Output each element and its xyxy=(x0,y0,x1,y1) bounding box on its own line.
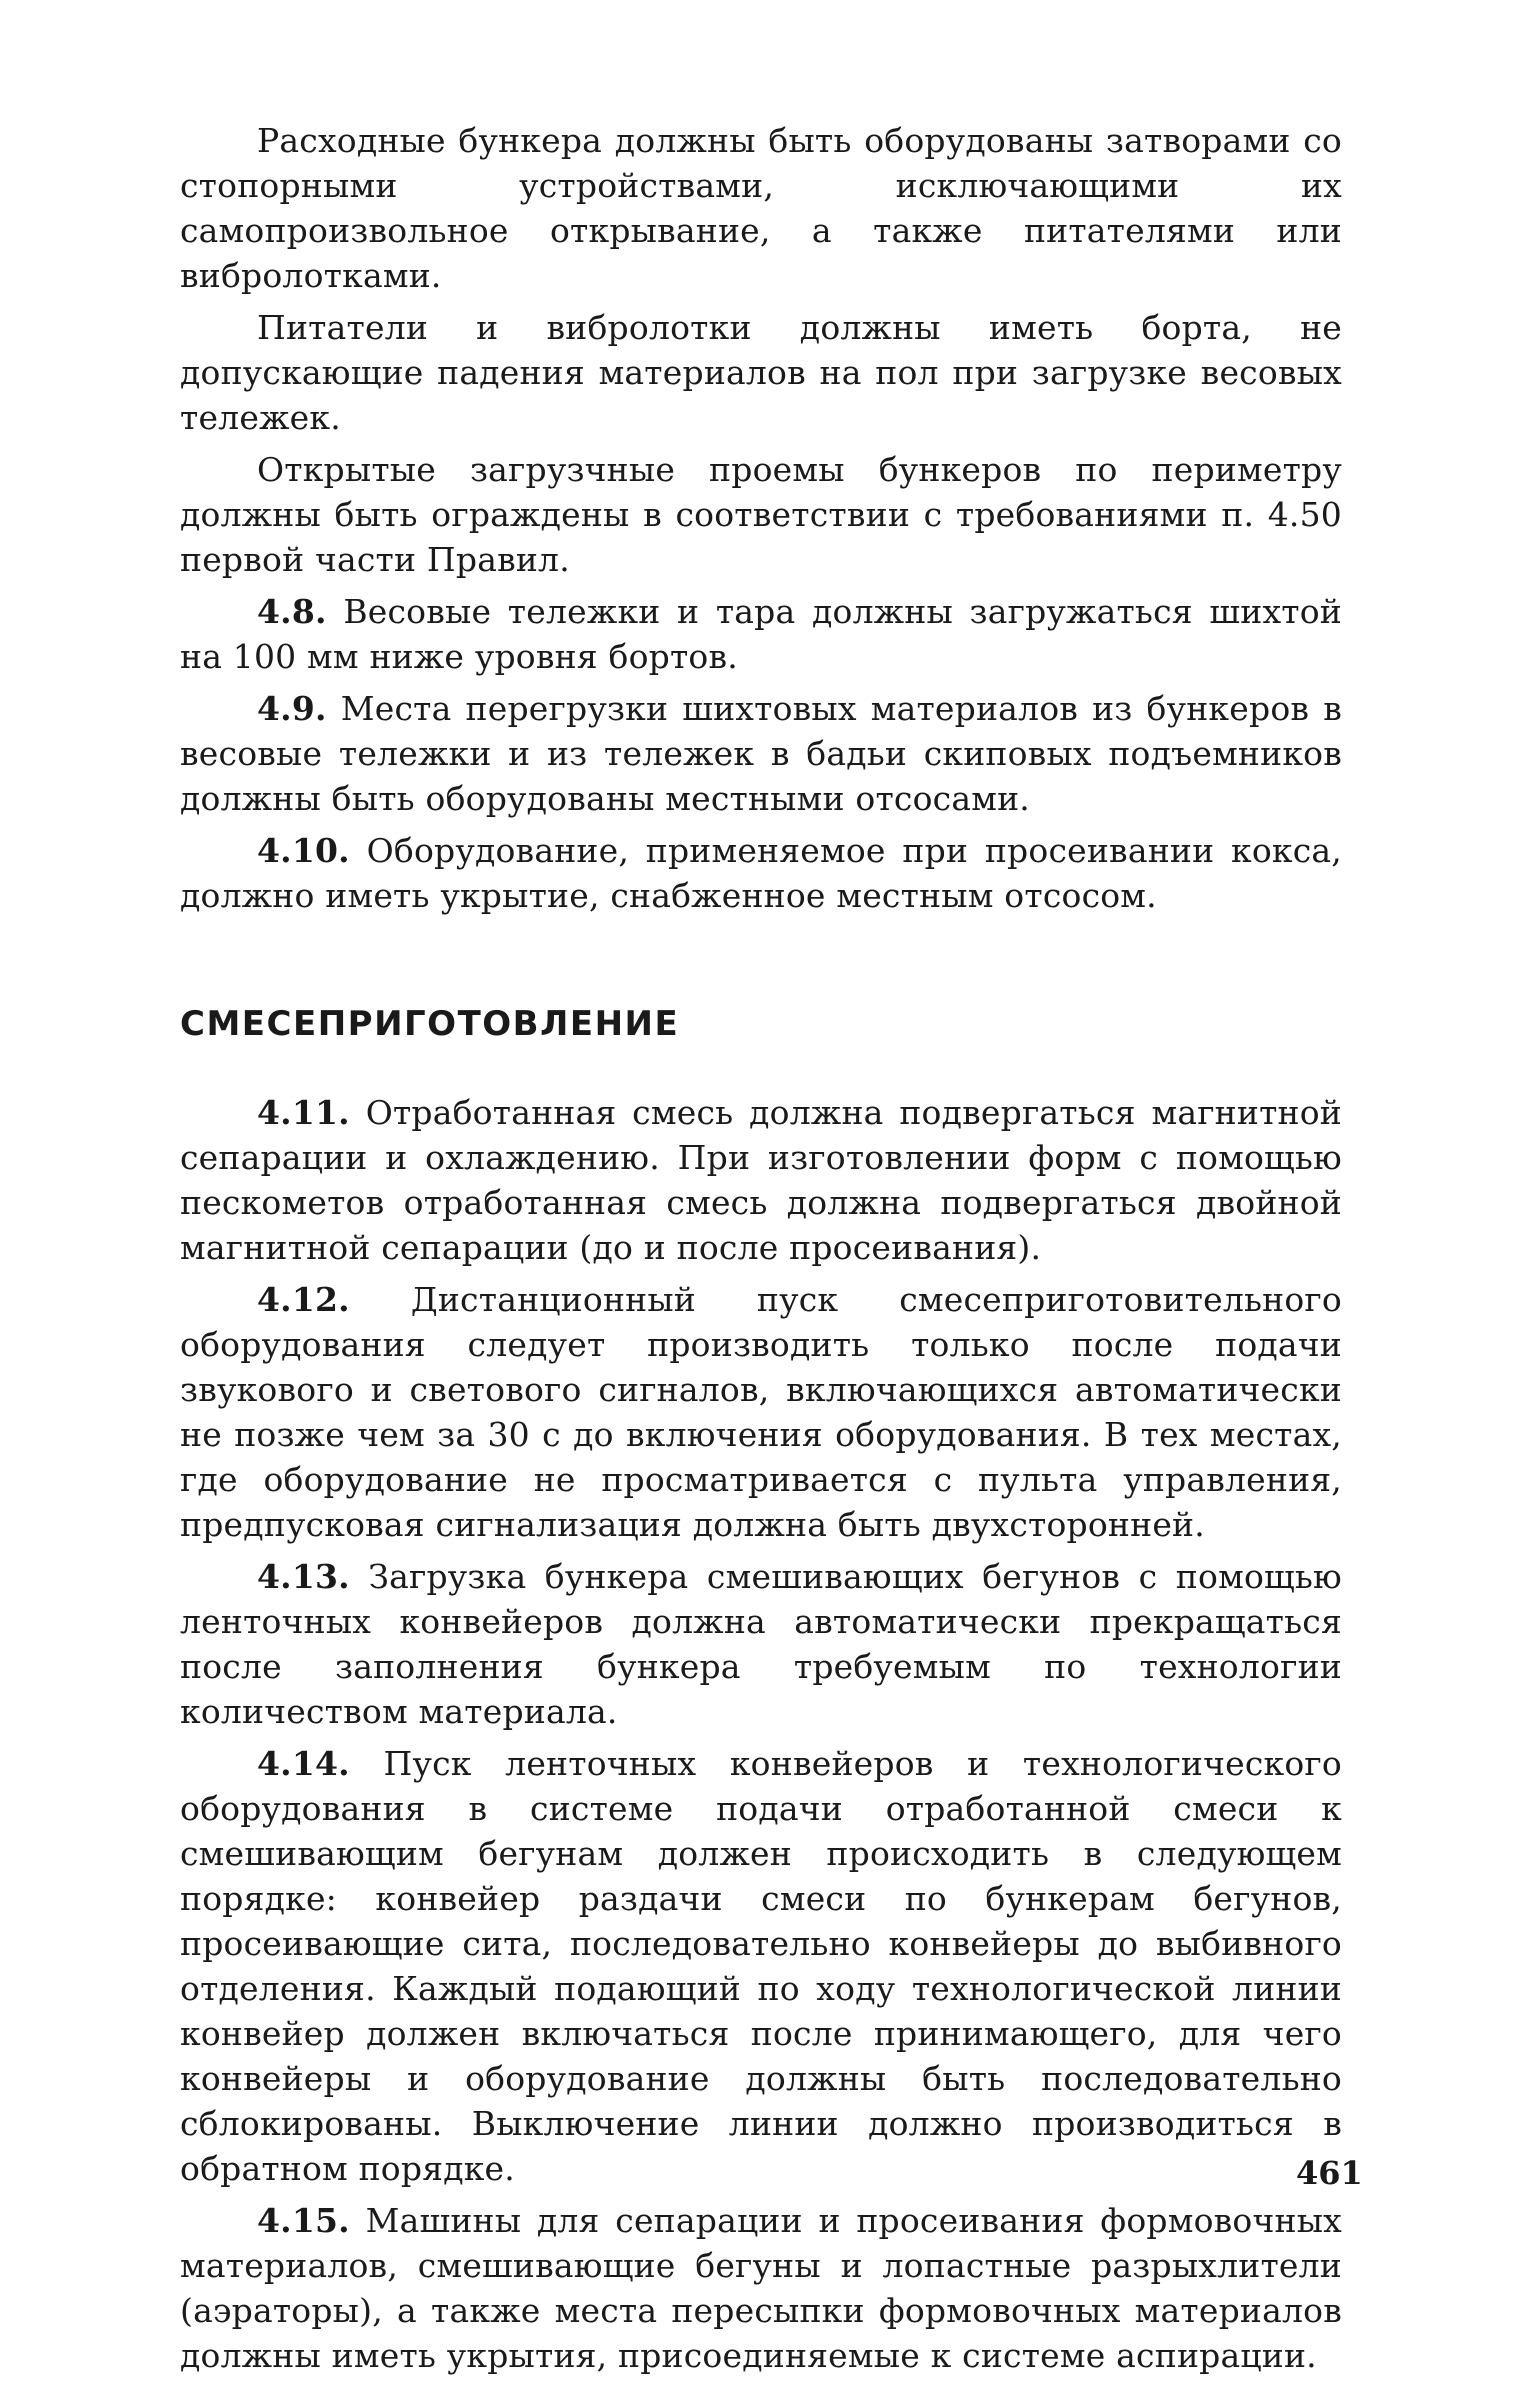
clause-number: 4.14. xyxy=(257,1744,350,1783)
clause-number: 4.11. xyxy=(257,1093,350,1132)
clause-text: Дистанционный пуск смесеприготовительного оборудования следует производить только после подачи звукового и светового сигналов, включающихся автоматически не позже чем за 30 с до включения оборудования. В тех местах, где оборудование не просматривается с пульта управления, предпусковая сигнализация должна быть двухсторонней. xyxy=(180,1280,1342,1544)
clause-4-12 xyxy=(180,1277,1342,1547)
clause-number: 4.12. xyxy=(257,1280,350,1319)
clause-4-10 xyxy=(180,828,1342,918)
clause-4-11 xyxy=(180,1090,1342,1270)
paragraph-intro-2: Питатели и вибролотки должны иметь борта, не допускающие падения материалов на пол при загрузке весовых тележек. xyxy=(180,308,1342,437)
clause-text: Места перегрузки шихтовых материалов из бункеров в весовые тележки и из тележек в бадьи скиповых подъемников должны быть оборудованы местными отсосами. xyxy=(180,689,1342,818)
page-number: 461 xyxy=(1296,2154,1363,2192)
clause-text: Оборудование, применяемое при просеивании кокса, должно иметь укрытие, снабженное местным отсосом. xyxy=(180,831,1342,915)
clause-4-8 xyxy=(180,589,1342,679)
section-heading: СМЕСЕПРИГОТОВЛЕНИЕ xyxy=(180,1004,680,1044)
clause-text: Отработанная смесь должна подвергаться магнитной сепарации и охлаждению. При изготовлении форм с помощью пескометов отработанная смесь должна подвергаться двойной магнитной сепарации (до и после просеивания). xyxy=(180,1093,1342,1267)
clause-text: Машины для сепарации и просеивания формовочных материалов, смешивающие бегуны и лопастные разрыхлители (аэраторы), а также места пересыпки формовочных материалов должны иметь укрытия, присоединяемые к системе аспирации. xyxy=(180,2201,1342,2375)
clause-number: 4.15. xyxy=(257,2201,350,2240)
clause-number: 4.10. xyxy=(257,831,350,870)
clause-number: 4.9. xyxy=(257,689,327,728)
clause-number: 4.8. xyxy=(257,592,327,631)
clause-number: 4.13. xyxy=(257,1557,350,1596)
clause-text: Загрузка бункера смешивающих бегунов с помощью ленточных конвейеров должна автоматически прекращаться после заполнения бункера требуемым по технологии количеством материала. xyxy=(180,1557,1342,1731)
clause-text: Пуск ленточных конвейеров и технологического оборудования в системе подачи отработанной смеси к смешивающим бегунам должен происходить в следующем порядке: конвейер раздачи смеси по бункерам бегунов, просеивающие сита, последовательно конвейеры до выбивного отделения. Каждый подающий по ходу технологической линии конвейер должен включаться после принимающего, для чего конвейеры и оборудование должны быть последовательно сблокированы. Выключение линии должно производиться в обратном порядке. xyxy=(180,1744,1342,2188)
document-page xyxy=(180,118,1342,2385)
clause-4-9 xyxy=(180,686,1342,821)
paragraph-intro-3: Открытые загрузчные проемы бункеров по периметру должны быть ограждены в соответствии с требованиями п. 4.50 первой части Правил. xyxy=(180,450,1342,579)
paragraph-intro-1: Расходные бункера должны быть оборудованы затворами со стопорными устройствами, исключающими их самопроизвольное открывание, а также питателями или вибролотками. xyxy=(180,121,1342,295)
clause-4-14 xyxy=(180,1741,1342,2191)
clause-4-13 xyxy=(180,1554,1342,1734)
clause-text: Весовые тележки и тара должны загружаться шихтой на 100 мм ниже уровня бортов. xyxy=(180,592,1342,676)
clause-4-15 xyxy=(180,2198,1342,2378)
